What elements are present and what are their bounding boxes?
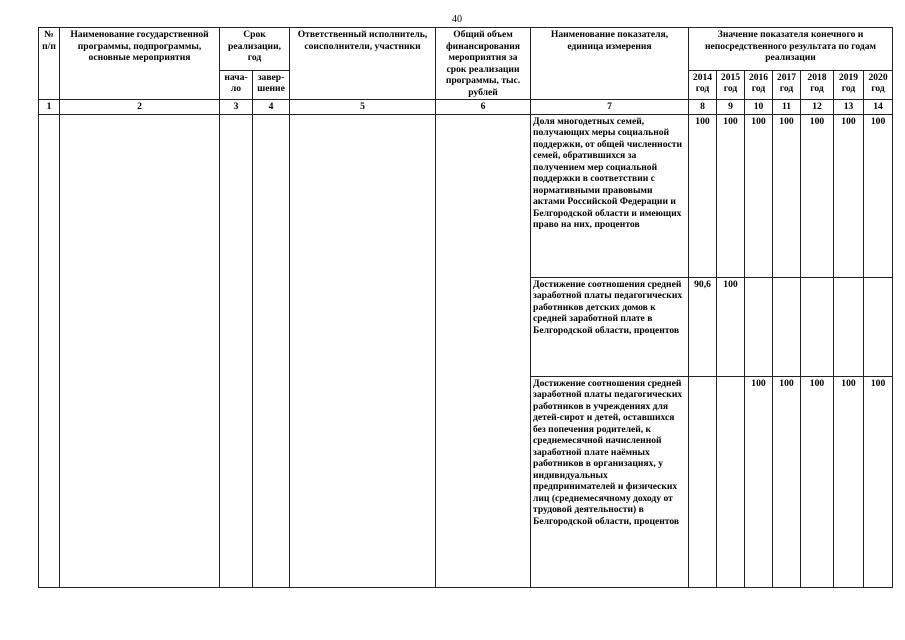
header-row-1 [39, 28, 893, 71]
column-number: 7 [531, 100, 689, 115]
column-number: 12 [801, 100, 834, 115]
cell-executor-merged [290, 114, 436, 587]
table-row [39, 114, 893, 277]
column-number: 13 [834, 100, 864, 115]
header-values: Значение показателя конечного и непосредственного результата по годам реализации [689, 28, 893, 71]
indicator-cell: Достижение соотношения средней заработной платы педагогических работников в учреждениях для детей-сирот и детей, оставшихся без попечения родителей, к среднемесячной начисленной заработной плате наёмных работников в организациях, у индивидуальных предпринимателей и физических лиц (среднемесячному доходу от трудовой деятельности) в Белгородской области, процентов [531, 376, 689, 587]
header-year [834, 70, 864, 99]
page-number: 40 [452, 14, 462, 25]
value-cell [689, 376, 717, 587]
column-number: 14 [864, 100, 893, 115]
value-cell: 100 [717, 277, 745, 376]
header-year-number: 2018 [807, 71, 827, 83]
header-year-unit: год [841, 83, 856, 95]
value-cell: 100 [717, 114, 745, 277]
value-cell [745, 277, 773, 376]
value-cell [773, 277, 801, 376]
header-term: Срок реализации, год [220, 28, 290, 71]
header-year-unit: год [695, 83, 710, 95]
header-year [773, 70, 801, 99]
cell-number-merged [39, 114, 60, 587]
header-year-number: 2020 [868, 71, 888, 83]
value-cell: 100 [773, 114, 801, 277]
cell-end-merged [253, 114, 290, 587]
cell-financing-merged [436, 114, 531, 587]
column-number: 4 [253, 100, 290, 115]
header-number: № п/п [39, 28, 60, 100]
value-cell: 90,6 [689, 277, 717, 376]
header-year-number: 2015 [720, 71, 741, 83]
header-year [717, 70, 745, 99]
header-term-start: нача-ло [220, 70, 253, 99]
value-cell [717, 376, 745, 587]
value-cell: 100 [689, 114, 717, 277]
column-number: 8 [689, 100, 717, 115]
header-financing: Общий объем финансирования мероприятия за срок реализации программы, тыс. рублей [436, 28, 531, 100]
header-year-number: 2016 [748, 71, 769, 83]
value-cell [864, 277, 893, 376]
value-cell: 100 [864, 114, 893, 277]
header-year [689, 70, 717, 99]
value-cell: 100 [864, 376, 893, 587]
column-number: 6 [436, 100, 531, 115]
header-year-unit: год [751, 83, 766, 95]
column-number: 11 [773, 100, 801, 115]
column-number: 2 [60, 100, 220, 115]
indicator-cell: Доля многодетных семей, получающих меры социальной поддержки, от общей численности семей, обратившихся за получением мер социальной поддержки в соответствии с нормативными правовыми актами Российской Федерации и Белгородской области и имеющих право на них, процентов [531, 114, 689, 277]
header-year-unit: год [871, 83, 885, 95]
value-cell [801, 277, 834, 376]
header-year-unit: год [779, 83, 794, 95]
header-year [864, 70, 893, 99]
header-year [745, 70, 773, 99]
header-year [801, 70, 834, 99]
value-cell: 100 [745, 114, 773, 277]
indicator-cell: Достижение соотношения средней заработной платы педагогических работников детских домов к средней заработной плате в Белгородской области, процентов [531, 277, 689, 376]
column-number: 1 [39, 100, 60, 115]
value-cell: 100 [773, 376, 801, 587]
program-indicators-table [38, 27, 893, 588]
value-cell: 100 [801, 114, 834, 277]
header-executor: Ответственный исполнитель, соисполнители, участники [290, 28, 436, 100]
header-year-number: 2017 [776, 71, 797, 83]
value-cell: 100 [834, 114, 864, 277]
column-number: 9 [717, 100, 745, 115]
column-number: 10 [745, 100, 773, 115]
value-cell: 100 [834, 376, 864, 587]
cell-start-merged [220, 114, 253, 587]
value-cell: 100 [801, 376, 834, 587]
header-term-end: завер-шение [253, 70, 290, 99]
header-program-name: Наименование государственной программы, подпрограммы, основные мероприятия [60, 28, 220, 100]
value-cell: 100 [745, 376, 773, 587]
header-indicator: Наименование показателя, единица измерения [531, 28, 689, 100]
column-number: 3 [220, 100, 253, 115]
header-year-unit: год [723, 83, 738, 95]
header-year-unit: год [810, 83, 824, 95]
value-cell [834, 277, 864, 376]
column-number: 5 [290, 100, 436, 115]
cell-program-name-merged [60, 114, 220, 587]
header-year-number: 2014 [692, 71, 713, 83]
header-year-number: 2019 [838, 71, 859, 83]
column-number-row [39, 100, 893, 115]
